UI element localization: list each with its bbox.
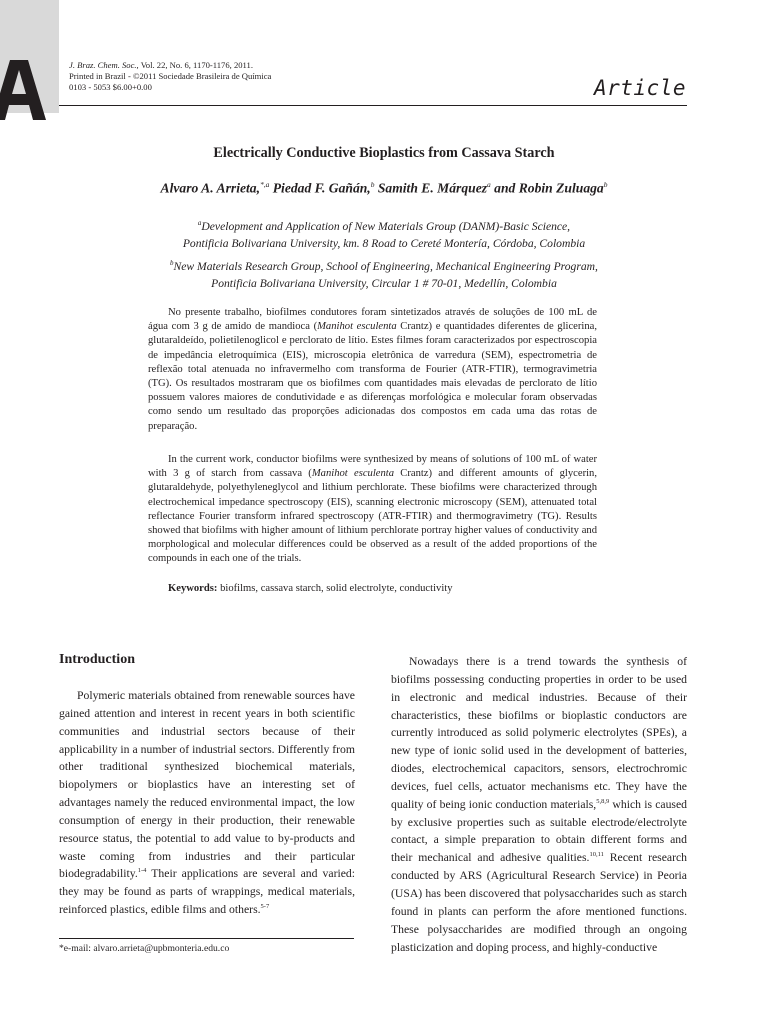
affiliation-b-sup: b	[170, 259, 174, 267]
affiliation-b-line1	[0, 255, 768, 275]
author-list	[0, 180, 768, 197]
citation-ref: 10,11	[589, 851, 604, 859]
issn-line: 0103 - 5053 $6.00+0.00	[69, 82, 152, 92]
affiliation-b	[0, 255, 768, 292]
abstract-portuguese	[148, 306, 597, 434]
citation-ref: 1-4	[137, 867, 147, 875]
citation-rest: , Vol. 22, No. 6, 1170-1176, 2011.	[136, 60, 253, 70]
intro-paragraph-1	[59, 687, 355, 919]
section-letter-logo	[0, 60, 52, 120]
intro-p1-text2: Their applications are several and varied: they may be found as parts of wrappings, medical materials, reinforced plastics, edible films and others.	[59, 867, 355, 917]
affiliation-a	[0, 215, 768, 252]
affiliation-a-sup: a	[197, 219, 202, 227]
author-2: Piedad F. Gañán,	[269, 180, 371, 196]
abstract-pt-text1: No presente trabalho, biofilmes condutores foram sintetizados através de soluções de 100 mL de água com 3 g de amido de mandioca (	[148, 307, 597, 333]
intro-p2-text1: Nowadays there is a trend towards the synthesis of biofilms possessing conducting properties in order to be used in electronic and medical industries. Because of their characteristics, these biofilms or bioplastic conductors are currently introduced as solid polymeric electrolytes (SPEs), a new type of ionic solid used in the development of batteries, diodes, electrochemical capacitors, sensors, electrochromic devices, fuel cells, actuator mechanisms etc. They have the quality of being ionic conduction materials,	[391, 655, 687, 811]
abstract-en-species: Manihot esculenta	[311, 468, 395, 480]
right-column	[391, 653, 687, 956]
citation-ref: 5-7	[260, 903, 270, 911]
affiliation-a-text1: Development and Application of New Materials Group (DANM)-Basic Science,	[201, 219, 571, 233]
corresponding-email-footnote: *e-mail: alvaro.arrieta@upbmonteria.edu.co	[59, 943, 230, 954]
journal-abbrev: J. Braz. Chem. Soc.	[69, 60, 137, 70]
author-1: Alvaro A. Arrieta,	[160, 180, 260, 196]
intro-p2-text3: Recent research conducted by ARS (Agricultural Research Service) in Peoria (USA) has been discovered that polysaccharides such as starch found in plants can perform the afore mentioned functions. These polysaccharides are modified through an ongoing plasticization and doping process, and highly-conductive	[391, 851, 688, 954]
abstract-en-text2: Crantz) and different amounts of glycerin, glutaraldehyde, polyethyleneglycol and lithium perchlorate. These biofilms were characterized through electrochemical impedance spectroscopy (EIS), scanning electronic microscopy (SEM), attenuated total reflectance Fourier transform infrared spectroscopy (ATR-FTIR) and thermogravimetry (TG). Results showed that biofilms with higher amount of lithium perchlorate portray higher values of conductivity and morphological and molecular differences could be observed as a result of the added proportions of the compounds in each one of the trials.	[148, 468, 597, 565]
article-type-label: Article	[593, 76, 686, 100]
citation-line	[69, 60, 271, 71]
intro-p2-text2: which is caused by exclusive properties such as suitable electrode/electrolyte contact, a simple preparation to obtain different forms and their mechanical and adhesive qualities.	[391, 797, 687, 865]
intro-paragraph-2	[391, 653, 687, 956]
author-4: and Robin Zuluaga	[490, 180, 604, 196]
keywords	[168, 583, 453, 594]
author-3: Samith E. Márquez	[374, 180, 488, 196]
affiliation-a-line1	[0, 215, 768, 235]
keywords-text: biofilms, cassava starch, solid electrolyte, conductivity	[217, 583, 453, 594]
author-1-sup: *,a	[259, 180, 270, 189]
affiliation-b-text1: New Materials Research Group, School of Engineering, Mechanical Engineering Program,	[173, 259, 598, 273]
abstract-pt-text2: Crantz) e quantidades diferentes de glicerina, glutaraldeído, polietilenoglicol e perclorato de lítio. Estes filmes foram caracterizados por espectroscopia de impedância eletroquímica (EIS), microscopia eletrônica de varredura (SEM), espectrometria de reflexão total atenuada no infravermelho com transforma de Fourier (ATR-FTIR), termogravimetria (TG). Os resultados mostraram que os biofilmes com quantidades mais elevadas de perclorato de lítio possuem valores maiores de condutividade e as diferenças morfológica e molecular foram observadas como sendo um resultado das proporções adicionadas dos compostos em cada uma das rotas de preparação.	[148, 321, 598, 432]
journal-header	[69, 60, 271, 93]
abstract-en-text1: In the current work, conductor biofilms were synthesized by means of solutions of 100 mL of water with 3 g of starch from cassava (	[148, 454, 597, 480]
footnote-divider	[59, 938, 354, 939]
section-heading-introduction: Introduction	[59, 652, 135, 667]
author-3-sup: a	[487, 180, 491, 189]
affiliation-a-line2: Pontificia Bolivariana University, km. 8 Road to Cereté Montería, Córdoba, Colombia	[182, 236, 586, 250]
affiliation-b-line2: Pontificia Bolivariana University, Circular 1 # 70-01, Medellín, Colombia	[211, 276, 557, 290]
keywords-label: Keywords:	[168, 583, 218, 594]
abstract-english	[148, 453, 597, 567]
header-divider	[59, 105, 687, 106]
citation-ref: 5,8,9	[596, 797, 610, 805]
abstract-pt-species: Manihot esculenta	[317, 321, 397, 333]
author-4-sup: b	[603, 180, 608, 189]
abstract-en-paragraph	[148, 453, 597, 567]
intro-p1-text1: Polymeric materials obtained from renewable sources have gained attention and interest in recent years in both scientific communities and industrial sectors because of their applicability in a number of industrial sectors. Differently from other traditional synthesized biochemical materials, biopolymers or bioplastics have an interesting set of advantages namely the reduced environmental impact, the low consumption of energy in their production, their renewable resource status, the potential to add value to by-products and waste coming from industries and their particular biodegradability.	[59, 689, 355, 881]
author-2-sup: b	[370, 180, 375, 189]
abstract-pt-paragraph	[148, 306, 597, 434]
printed-line: Printed in Brazil - ©2011 Sociedade Brasileira de Química	[69, 71, 272, 81]
paper-title: Electrically Conductive Bioplastics from Cassava Starch	[213, 145, 555, 161]
